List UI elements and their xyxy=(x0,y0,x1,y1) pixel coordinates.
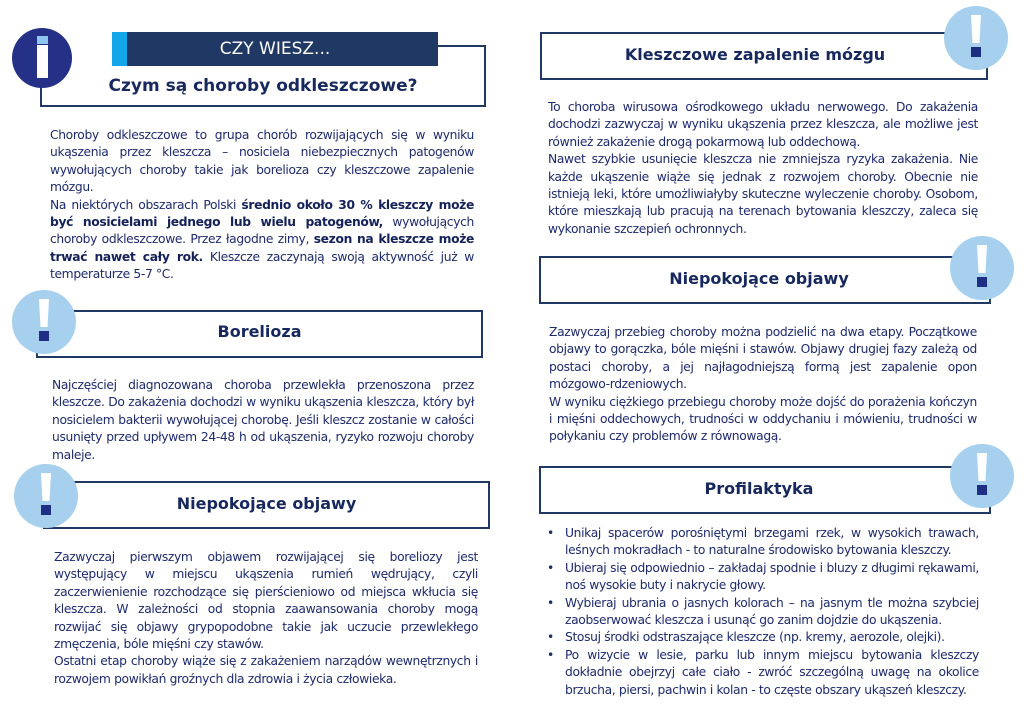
exclamation-icon xyxy=(950,444,1014,508)
objawy-right-text xyxy=(549,324,977,446)
borelioza-text xyxy=(52,377,474,464)
intro-title: Czym są choroby odkleszczowe? xyxy=(108,76,418,96)
intro-text xyxy=(50,127,474,284)
list-item: • Wybieraj ubrania o jasnych kolorach – na jasnym tle można szybciej zaobserwować kleszcza i usunąć go zanim dojdzie do ukąszenia. xyxy=(545,595,979,630)
intro-box-topright xyxy=(436,45,486,47)
profilaktyka-title: Profilaktyka xyxy=(704,479,814,498)
objawy-right-p1: Zazwyczaj przebieg choroby można podzielić na dwa etapy. Początkowe objawy to gorączka, bóle mięśni i stawów. Objawy drugiej fazy zależą od postaci choroby, a jej najłagodniejszą formą jest zapalenie opon mózgowo-rdzeniowych. xyxy=(549,325,977,392)
profilaktyka-list xyxy=(545,525,979,699)
intro-p1: Choroby odkleszczowe to grupa chorób rozwijających się w wyniku ukąszenia przez kleszcza – nosiciela niebezpiecznych patogenów wywołujących choroby takie jak borelioza czy kleszczowe zapalenie mózgu. xyxy=(50,128,474,195)
list-item: • Stosuj środki odstraszające kleszcze (np. kremy, aerozole, olejki). xyxy=(545,629,979,646)
borelioza-p1: Najczęściej diagnozowana choroba przewlekła przenoszona przez kleszcze. Do zakażenia dochodzi w wyniku ukąszenia kleszcza, który był nosicielem bakterii wywołującej chorobę. Jeśli kleszcz zostanie w całości usunięty przed upływem 24-48 h od ukąszenia, ryzyko rozwoju choroby maleje. xyxy=(52,378,474,462)
borelioza-title: Borelioza xyxy=(217,322,302,341)
list-item: • Po wizycie w lesie, parku lub innym miejscu bytowania kleszczy dokładnie obejrzyj całe ciało - zwróć szczególną uwagę na okolice brzucha, piersi, pachwin i kolan - to częste obszary ukąszeń kleszczy. xyxy=(545,647,979,699)
intro-p2: Na niektórych obszarach Polski średnio około 30 % kleszczy może być nosicielami jednego lub wielu patogenów, wywołujących choroby odkleszczowe. Przez łagodne zimy, sezon na kleszcze może trwać nawet cały rok. Kleszcze zaczynają swoją aktywność już w temperaturze 5-7 °C. xyxy=(50,197,474,282)
objawy-right-p2: W wyniku ciężkiego przebiegu choroby może dojść do porażenia kończyn i mięśni oddechowych, trudności w oddychaniu i mówieniu, trudności w połykaniu czy problemów z równowagą. xyxy=(549,394,977,444)
objawy-left-p2: Ostatni etap choroby wiąże się z zakażeniem narządów wewnętrznych i rozwojem powikłań groźnych dla zdrowia i życia człowieka. xyxy=(54,654,478,686)
objawy-left-text xyxy=(54,549,478,688)
objawy-left-title: Niepokojące objawy xyxy=(176,494,357,513)
banner-accent xyxy=(112,32,127,66)
kzm-title: Kleszczowe zapalenie mózgu xyxy=(624,45,886,64)
banner-label: CZY WIESZ... xyxy=(219,39,331,59)
kzm-p1: To choroba wirusowa ośrodkowego układu nerwowego. Do zakażenia dochodzi zazwyczaj w wyniku ukąszenia przez kleszcza, ale możliwe jest również zakażenie drogą pokarmową lub oddechową. xyxy=(548,100,978,149)
list-item: • Unikaj spacerów porośniętymi brzegami rzek, w wysokich trawach, leśnych mokradłach - to naturalne środowisko bytowania kleszczy. xyxy=(545,525,979,560)
kzm-text xyxy=(548,99,978,238)
kzm-p2: Nawet szybkie usunięcie kleszcza nie zmniejsza ryzyka zakażenia. Nie każde ukąszenie wiąże się jednak z rozwojem choroby. Obecnie nie istnieją leki, które umożliwiałyby skuteczne wyleczenie choroby. Osobom, które mieszkają lub pracują na terenach bytowania kleszczy, zaleca się wykonanie szczepień ochronnych. xyxy=(548,152,978,236)
list-item: • Ubieraj się odpowiednio – zakładaj spodnie i bluzy z długimi rękawami, noś wysokie buty i nakrycie głowy. xyxy=(545,560,979,595)
exclamation-icon xyxy=(950,236,1014,300)
objawy-left-p1: Zazwyczaj pierwszym objawem rozwijającej się boreliozy jest występujący w miejscu ukąszenia rumień wędrujący, czyli zaczerwienienie rozchodzące się pierścieniowo od miejsca wkłucia się kleszcza. W zależności od stopnia zaawansowania choroby mogą rozwijać się objawy grypopodobne takie jak uczucie przewlekłego zmęczenia, bóle mięśni czy stawów. xyxy=(54,550,478,652)
intro-banner xyxy=(112,32,438,66)
objawy-right-title: Niepokojące objawy xyxy=(669,269,849,288)
